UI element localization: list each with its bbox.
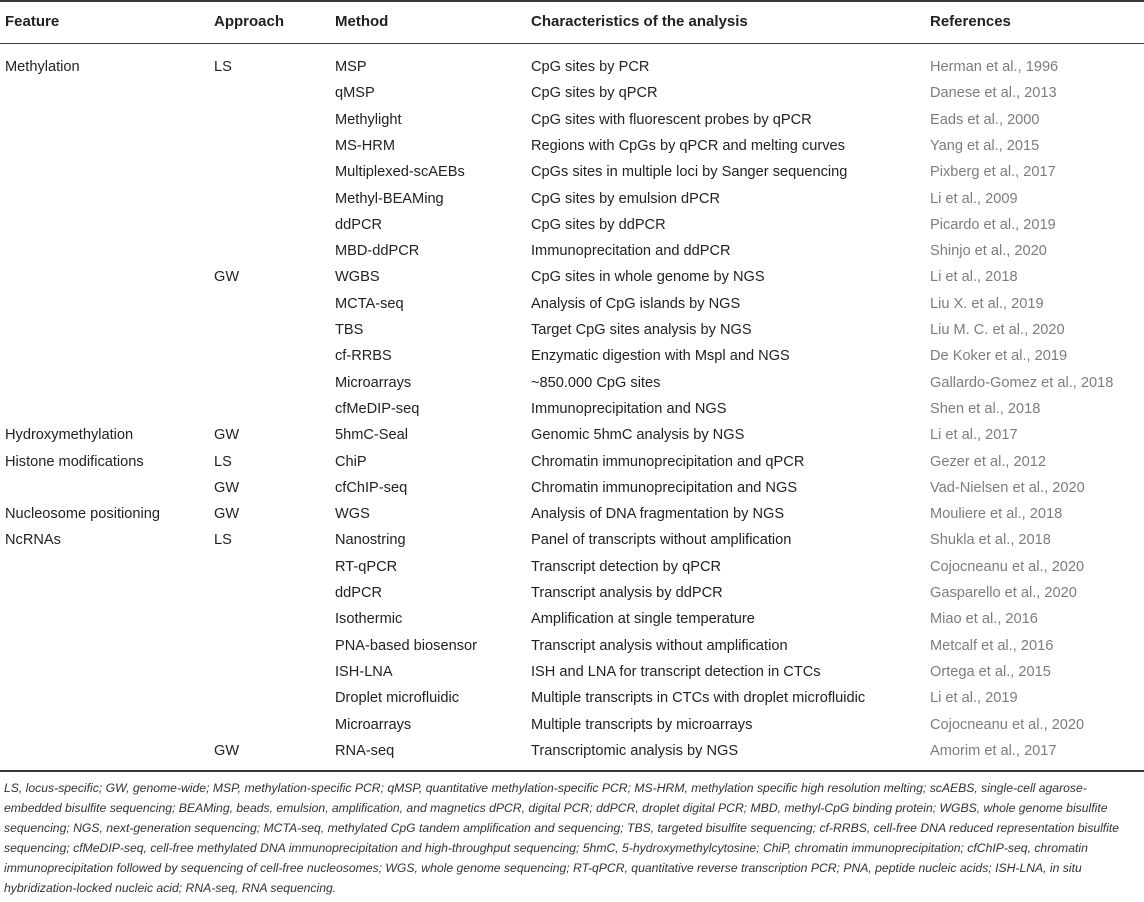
- reference-cell: Gallardo-Gomez et al., 2018: [930, 374, 1114, 391]
- method-cell: cfChIP-seq: [335, 479, 408, 496]
- method-cell: ISH-LNA: [335, 663, 393, 680]
- feature-cell: Histone modifications: [5, 453, 144, 470]
- approach-cell: GW: [214, 269, 240, 286]
- reference-cell: Yang et al., 2015: [930, 137, 1040, 154]
- method-cell: ddPCR: [335, 585, 383, 601]
- reference-cell: Liu X. et al., 2019: [930, 295, 1044, 312]
- feature-cell: Nucleosome positioning: [5, 506, 160, 523]
- method-cell: MS-HRM: [335, 137, 395, 154]
- header-method: Method: [335, 13, 389, 30]
- method-cell: WGBS: [335, 269, 380, 286]
- characteristics-cell: CpG sites by qPCR: [531, 85, 658, 102]
- method-cell: ddPCR: [335, 216, 383, 233]
- approach-cell: GW: [214, 742, 240, 759]
- reference-cell: Picardo et al., 2019: [930, 216, 1056, 233]
- table-row: [0, 107, 1144, 133]
- reference-cell: Amorim et al., 2017: [930, 742, 1057, 759]
- method-cell: Methyl-BEAMing: [335, 190, 444, 207]
- reference-cell: Herman et al., 1996: [930, 59, 1059, 75]
- characteristics-cell: ~850.000 CpG sites: [531, 374, 661, 391]
- approach-cell: GW: [214, 506, 240, 523]
- reference-cell: Cojocneanu et al., 2020: [930, 716, 1085, 733]
- reference-cell: Shukla et al., 2018: [930, 532, 1051, 549]
- characteristics-cell: Multiple transcripts by microarrays: [531, 716, 753, 733]
- approach-cell: GW: [214, 479, 240, 496]
- method-cell: PNA-based biosensor: [335, 637, 477, 654]
- table-footnote: LS, locus-specific; GW, genome-wide; MSP, methylation-specific PCR; qMSP, quantitative methylation-specific PCR; MS-HRM, methylation specific high resolution melting; scAEBS, single-cell agarose-embedded bisulfite sequencing; BEAMing, beads, emulsion, amplification, and magnetics dPCR, digital PCR; ddPCR, droplet digital PCR; MBD, methyl-CpG binding protein; WGBS, whole genome bisulfite sequencing; NGS, next-generation sequencing; MCTA-seq, methylated CpG tandem amplification and sequencing; TBS, targeted bisulfite sequencing; cf-RRBS, cell-free DNA reduced representation bisulfite sequencing; cfMeDIP-seq, cell-free methylated DNA immunoprecipitation and high-throughput sequencing; 5hmC, 5-hydroxymethylcytosine; ChiP, chromatin immunoprecipitation; cfChIP-seq, chromatin immunoprecipitation followed by sequencing of cell-free nucleosomes; WGS, whole genome sequencing; RT-qPCR, quantitative reverse transcription PCR; PNA, peptide nucleic acids; ISH-LNA, in situ hybridization-locked nucleic acid; RNA-seq, RNA sequencing.: [4, 781, 1120, 895]
- characteristics-cell: CpGs sites in multiple loci by Sanger sequencing: [531, 164, 848, 181]
- characteristics-cell: ISH and LNA for transcript detection in CTCs: [531, 663, 821, 680]
- method-cell: Isothermic: [335, 611, 403, 628]
- header-feature: Feature: [5, 13, 60, 30]
- characteristics-cell: Genomic 5hmC analysis by NGS: [531, 427, 745, 444]
- reference-cell: Miao et al., 2016: [930, 611, 1038, 628]
- method-cell: 5hmC-Seal: [335, 427, 408, 444]
- characteristics-cell: Panel of transcripts without amplification: [531, 532, 792, 549]
- reference-cell: Vad-Nielsen et al., 2020: [930, 479, 1085, 496]
- table-row: [0, 370, 1144, 396]
- reference-cell: Gasparello et al., 2020: [930, 585, 1077, 601]
- table-row: [0, 685, 1144, 711]
- table-row: [0, 317, 1144, 343]
- table-bottom-rule: [0, 770, 1144, 772]
- method-cell: TBS: [335, 322, 364, 338]
- method-cell: Microarrays: [335, 716, 412, 733]
- method-cell: Methylight: [335, 111, 402, 128]
- approach-cell: GW: [214, 427, 240, 444]
- characteristics-cell: Chromatin immunoprecipitation and qPCR: [531, 453, 805, 470]
- table-row: [0, 422, 1144, 448]
- header-approach: Approach: [214, 13, 285, 30]
- reference-cell: Shen et al., 2018: [930, 400, 1041, 417]
- table-row: [0, 238, 1144, 264]
- reference-cell: Cojocneanu et al., 2020: [930, 558, 1085, 575]
- approach-cell: LS: [214, 453, 232, 470]
- approach-cell: LS: [214, 532, 232, 549]
- characteristics-cell: Target CpG sites analysis by NGS: [531, 322, 752, 338]
- method-cell: ChiP: [335, 453, 367, 470]
- table-row: [0, 212, 1144, 238]
- characteristics-cell: CpG sites by PCR: [531, 59, 650, 75]
- method-cell: Multiplexed-scAEBs: [335, 164, 465, 181]
- header-characteristics: Characteristics of the analysis: [531, 13, 748, 30]
- table-row: [0, 501, 1144, 527]
- method-cell: Nanostring: [335, 532, 406, 549]
- characteristics-cell: Transcript detection by qPCR: [531, 558, 722, 575]
- table-row: [0, 475, 1144, 501]
- characteristics-cell: Transcript analysis by ddPCR: [531, 585, 723, 601]
- table-row: [0, 80, 1144, 106]
- reference-cell: Metcalf et al., 2016: [930, 637, 1054, 654]
- characteristics-cell: Chromatin immunoprecipitation and NGS: [531, 479, 798, 496]
- method-cell: RNA-seq: [335, 742, 395, 759]
- reference-cell: Eads et al., 2000: [930, 111, 1040, 128]
- reference-cell: Liu M. C. et al., 2020: [930, 322, 1065, 338]
- reference-cell: Li et al., 2017: [930, 427, 1018, 444]
- characteristics-cell: CpG sites with fluorescent probes by qPCR: [531, 111, 812, 128]
- table-row: [0, 186, 1144, 212]
- feature-cell: NcRNAs: [5, 532, 61, 549]
- method-cell: MSP: [335, 59, 367, 75]
- table-row: [0, 449, 1144, 475]
- reference-cell: Ortega et al., 2015: [930, 663, 1051, 680]
- method-cell: cf-RRBS: [335, 348, 392, 365]
- table-row: [0, 396, 1144, 422]
- table-row: [0, 159, 1144, 185]
- feature-cell: Methylation: [5, 59, 80, 75]
- characteristics-cell: Immunoprecipitation and NGS: [531, 400, 727, 417]
- characteristics-cell: CpG sites in whole genome by NGS: [531, 269, 765, 286]
- method-cell: MBD-ddPCR: [335, 243, 420, 260]
- table-row: [0, 738, 1144, 764]
- table-row: [0, 264, 1144, 290]
- characteristics-cell: CpG sites by ddPCR: [531, 216, 666, 233]
- table-row: [0, 527, 1144, 553]
- reference-cell: Li et al., 2019: [930, 690, 1018, 707]
- header-rule: [0, 43, 1144, 44]
- characteristics-cell: Analysis of DNA fragmentation by NGS: [531, 506, 785, 523]
- method-cell: WGS: [335, 506, 370, 523]
- method-cell: MCTA-seq: [335, 295, 404, 312]
- reference-cell: Gezer et al., 2012: [930, 453, 1047, 470]
- table-row: [0, 554, 1144, 580]
- table-row: [0, 343, 1144, 369]
- table-row: [0, 580, 1144, 606]
- reference-cell: Li et al., 2009: [930, 190, 1018, 207]
- reference-cell: Shinjo et al., 2020: [930, 243, 1047, 260]
- characteristics-cell: Enzymatic digestion with Mspl and NGS: [531, 348, 790, 365]
- method-cell: cfMeDIP-seq: [335, 400, 420, 417]
- reference-cell: Li et al., 2018: [930, 269, 1018, 286]
- reference-cell: De Koker et al., 2019: [930, 348, 1068, 365]
- method-cell: qMSP: [335, 85, 375, 102]
- table-row: [0, 633, 1144, 659]
- characteristics-cell: Transcriptomic analysis by NGS: [531, 742, 739, 759]
- table-row: [0, 133, 1144, 159]
- header-references: References: [930, 13, 1011, 30]
- characteristics-cell: Regions with CpGs by qPCR and melting curves: [531, 137, 845, 154]
- table-row: [0, 712, 1144, 738]
- characteristics-cell: Amplification at single temperature: [531, 611, 755, 628]
- method-cell: RT-qPCR: [335, 558, 398, 575]
- table-row: [0, 606, 1144, 632]
- feature-cell: Hydroxymethylation: [5, 427, 134, 444]
- method-cell: Droplet microfluidic: [335, 690, 460, 707]
- characteristics-cell: Multiple transcripts in CTCs with droplet microfluidic: [531, 690, 866, 707]
- table-row: [0, 659, 1144, 685]
- characteristics-cell: Analysis of CpG islands by NGS: [531, 295, 741, 312]
- characteristics-cell: Transcript analysis without amplification: [531, 637, 788, 654]
- table-row: [0, 291, 1144, 317]
- table-row: [0, 54, 1144, 80]
- characteristics-cell: Immunoprecitation and ddPCR: [531, 243, 731, 260]
- reference-cell: Mouliere et al., 2018: [930, 506, 1063, 523]
- method-cell: Microarrays: [335, 374, 412, 391]
- reference-cell: Pixberg et al., 2017: [930, 164, 1056, 181]
- characteristics-cell: CpG sites by emulsion dPCR: [531, 190, 720, 207]
- reference-cell: Danese et al., 2013: [930, 85, 1057, 102]
- approach-cell: LS: [214, 59, 232, 75]
